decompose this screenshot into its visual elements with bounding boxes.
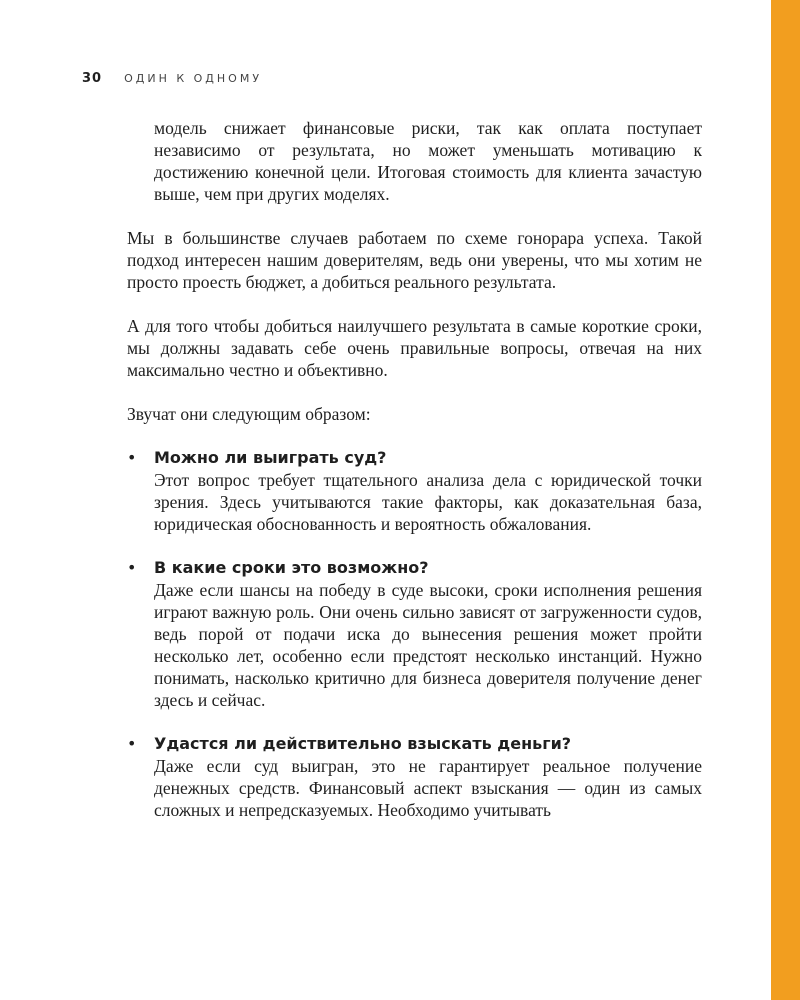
paragraph: Мы в большинстве случаев работаем по схеме гонорара успеха. Такой подход интересен нашим доверителям, ведь они уверены, что мы хотим не просто проесть бюджет, а добиться реального результата. — [127, 228, 702, 292]
book-title: ОДИН К ОДНОМУ — [124, 72, 263, 85]
bullet-heading: Можно ли выиграть суд? — [154, 448, 387, 467]
continuation-paragraph: модель снижает финансовые риски, так как оплата поступает независимо от результата, но может уменьшать мотивацию к достижению конечной цели. Итоговая стоимость для клиента зачастую выше, чем при других моделях. — [154, 118, 702, 204]
paragraph: А для того чтобы добиться наилучшего результата в самые короткие сроки, мы должны задавать себе очень правильные вопросы, отвечая на них максимально честно и объективно. — [127, 316, 702, 380]
page-body — [127, 117, 702, 821]
bullet-item — [127, 733, 702, 821]
bullet-heading: Удастся ли действительно взыскать деньги? — [154, 734, 572, 753]
bullet-dot-icon: • — [127, 448, 137, 467]
bullet-text: Этот вопрос требует тщательного анализа дела с юридической точки зрения. Здесь учитываются такие факторы, как доказательная база, юридическая обоснованность и вероятность обжалования. — [154, 470, 702, 534]
bullet-item — [127, 447, 702, 535]
accent-edge-bar — [771, 0, 800, 1000]
bullet-text: Даже если суд выигран, это не гарантирует реальное получение денежных средств. Финансовый аспект взыскания — один из самых сложных и непредсказуемых. Необходимо учитывать — [154, 756, 702, 820]
bullet-item — [127, 557, 702, 711]
paragraph: Звучат они следующим образом: — [127, 404, 371, 424]
bullet-heading: В какие сроки это возможно? — [154, 558, 429, 577]
bullet-dot-icon: • — [127, 558, 137, 577]
bullet-text: Даже если шансы на победу в суде высоки, сроки исполнения решения играют важную роль. Они очень сильно зависят от загруженности судов, ведь порой от подачи иска до вынесения решения может пройти несколько лет, особенно если предстоят несколько инстанций. Нужно понимать, насколько критично для бизнеса доверителя получение денег здесь и сейчас. — [154, 580, 702, 710]
bullet-dot-icon: • — [127, 734, 137, 753]
page-number: 30 — [82, 71, 103, 86]
running-header — [82, 71, 262, 86]
